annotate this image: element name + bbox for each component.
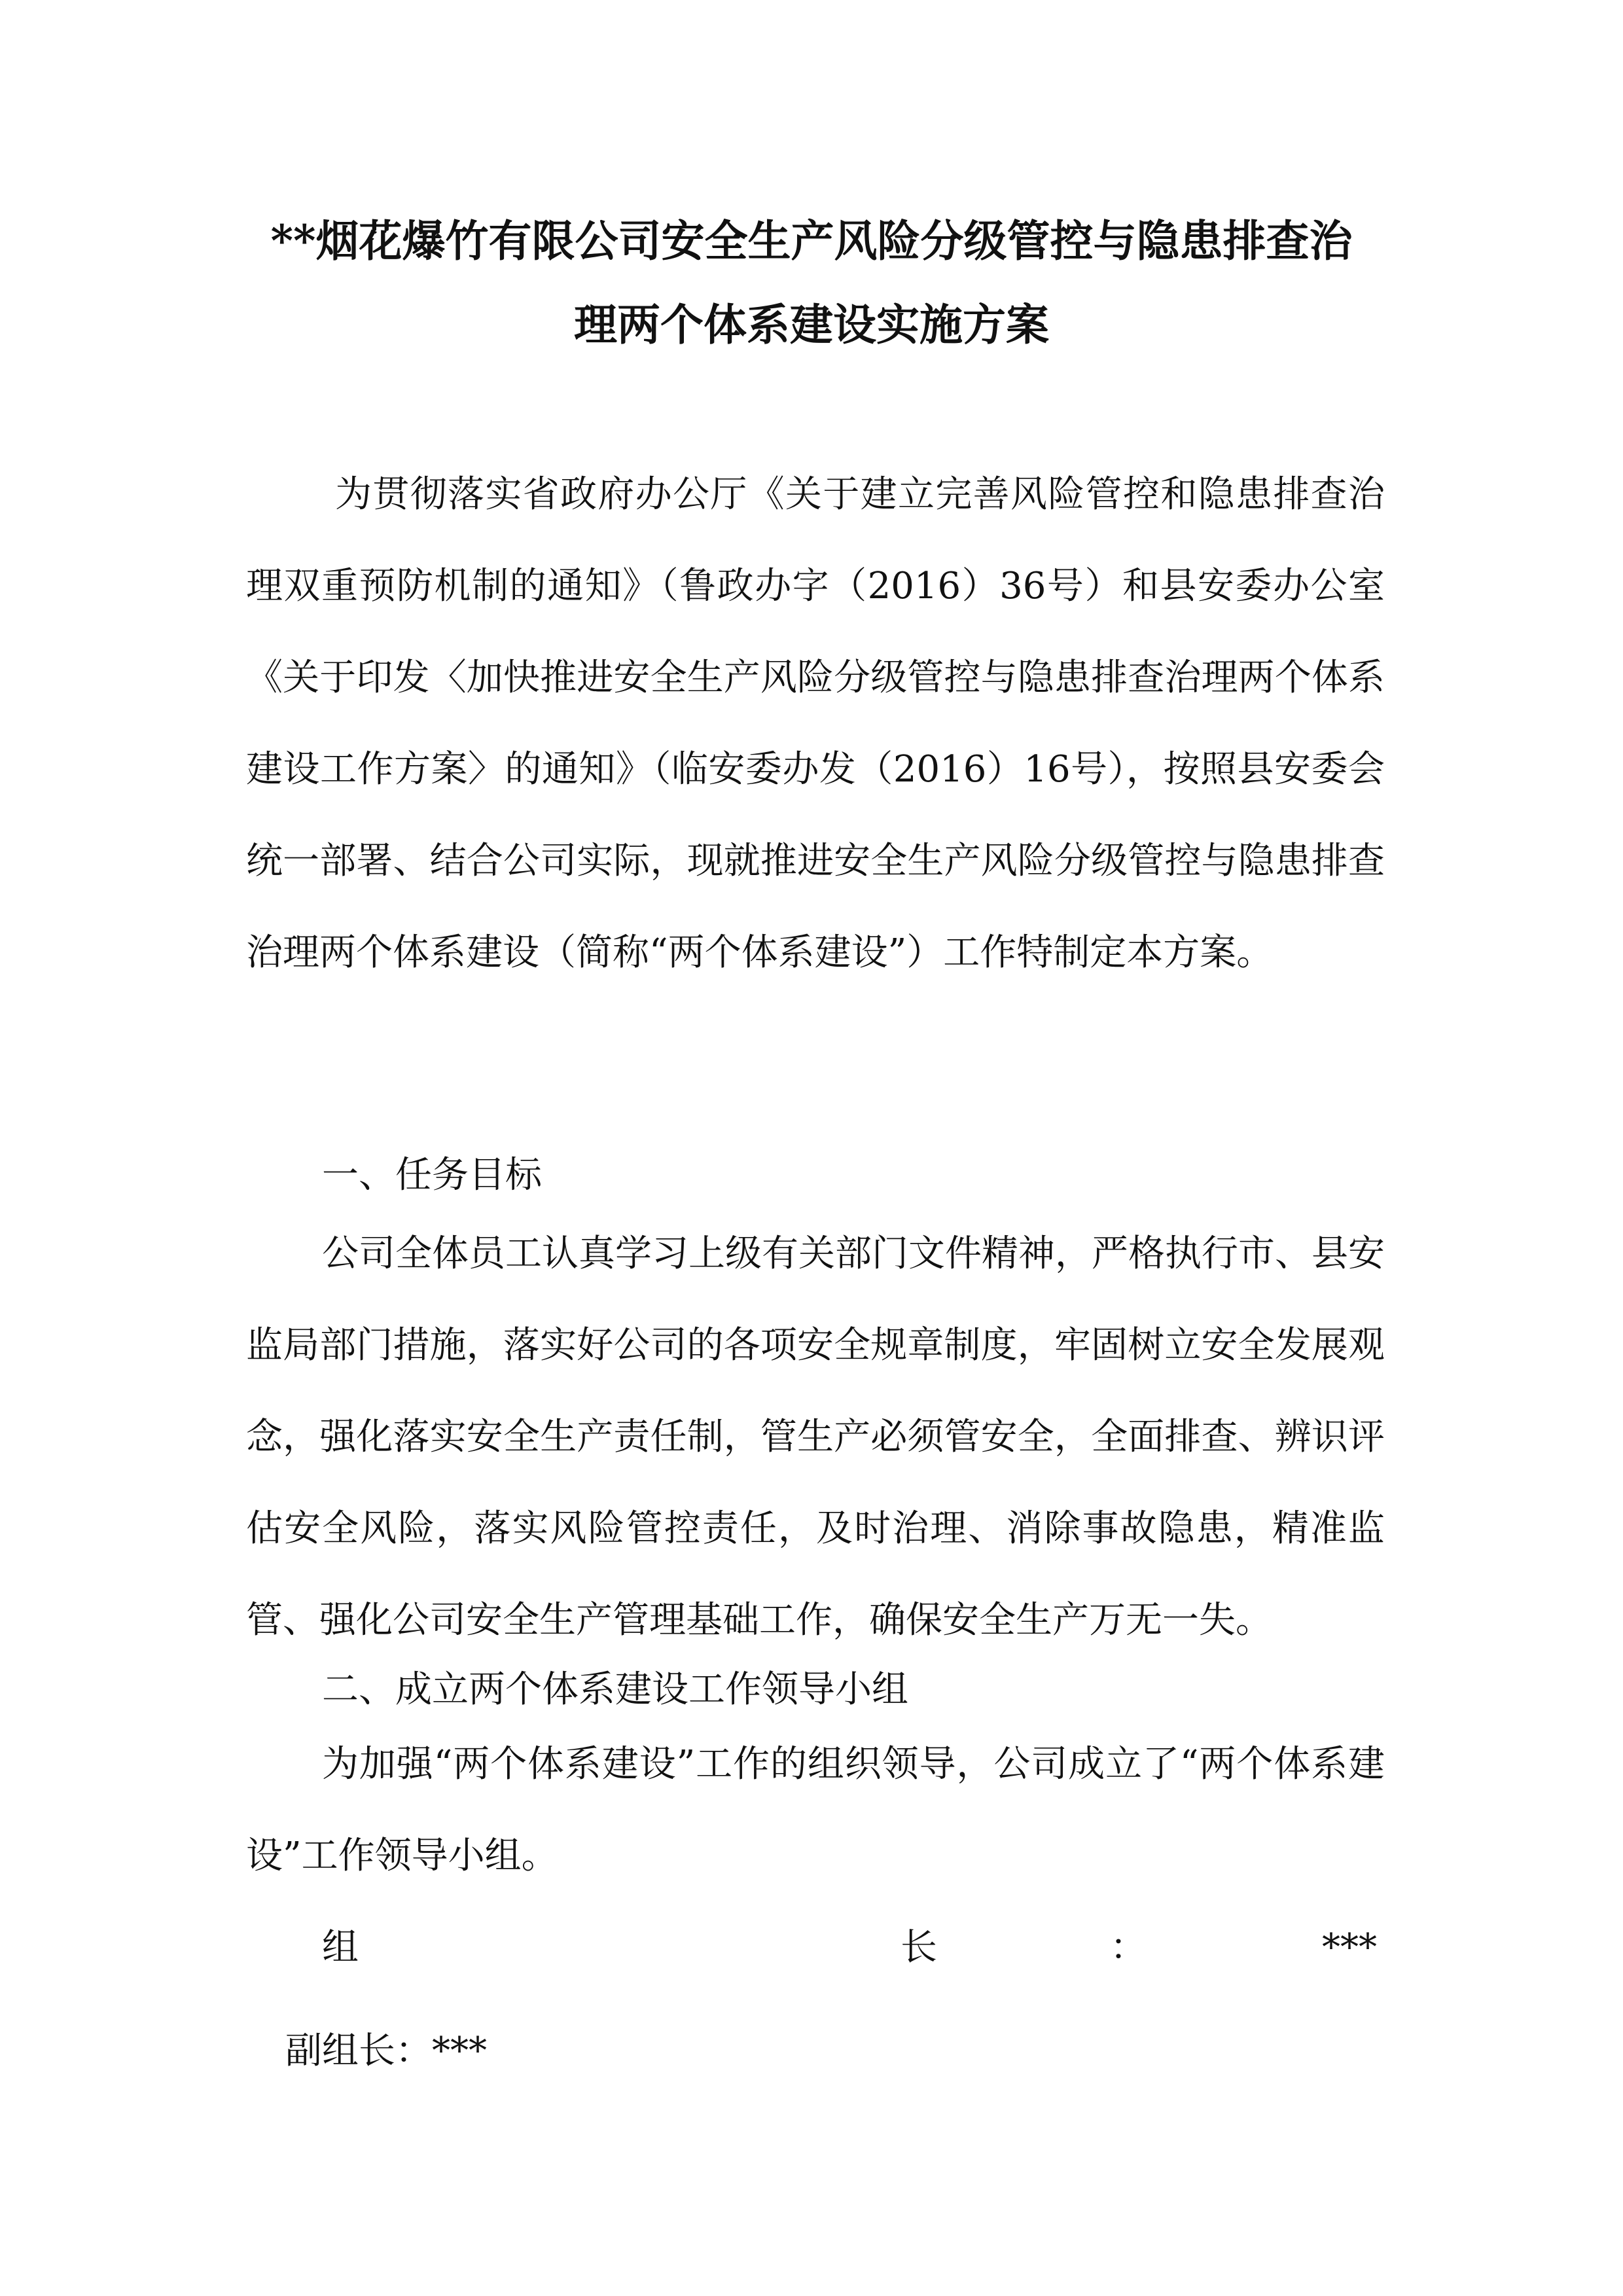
document-title-line-1: **烟花爆竹有限公司安全生产风险分级管控与隐患排查治 (270, 215, 1353, 266)
document-title-line-2: 理两个体系建设实施方案 (574, 299, 1049, 350)
deputy-leader-line: 副组长：*** (285, 2030, 487, 2072)
section-heading-task-goal: 一、任务目标 (322, 1154, 542, 1196)
intro-paragraph: 为贯彻落实省政府办公厅《关于建立完善风险管控和隐患排查治理双重预防机制的通知》（鲁政办字（2016）36号）和县安委办公室《关于印发〈加快推进安全生产风险分级管控与隐患排查治理两个体系建设工作方案〉的通知》（临安委办发（2016）16号），按照县安委会统一部署、结合公司实际，现就推进安全生产风险分级管控与隐患排查治理两个体系建设（简称“两个体系建设”）工作特制定本方案。 (246, 473, 1385, 974)
leader-name: *** (1322, 1926, 1377, 1969)
leader-label-part1: 组 (322, 1926, 359, 1969)
leader-colon: ： (1110, 1926, 1147, 1969)
section-heading-leading-group: 二、成立两个体系建设工作领导小组 (322, 1668, 908, 1711)
leader-label-part2: 长 (901, 1926, 937, 1969)
leading-group-paragraph: 为加强“两个体系建设”工作的组织领导，公司成立了“两个体系建设”工作领导小组。 (246, 1743, 1385, 1877)
task-goal-paragraph: 公司全体员工认真学习上级有关部门文件精神，严格执行市、县安监局部门措施，落实好公司的各项安全规章制度，牢固树立安全发展观念，强化落实安全生产责任制，管生产必须管安全，全面排查、辨识评估安全风险，落实风险管控责任，及时治理、消除事故隐患，精准监管、强化公司安全生产管理基础工作，确保安全生产万无一失。 (246, 1232, 1385, 1641)
